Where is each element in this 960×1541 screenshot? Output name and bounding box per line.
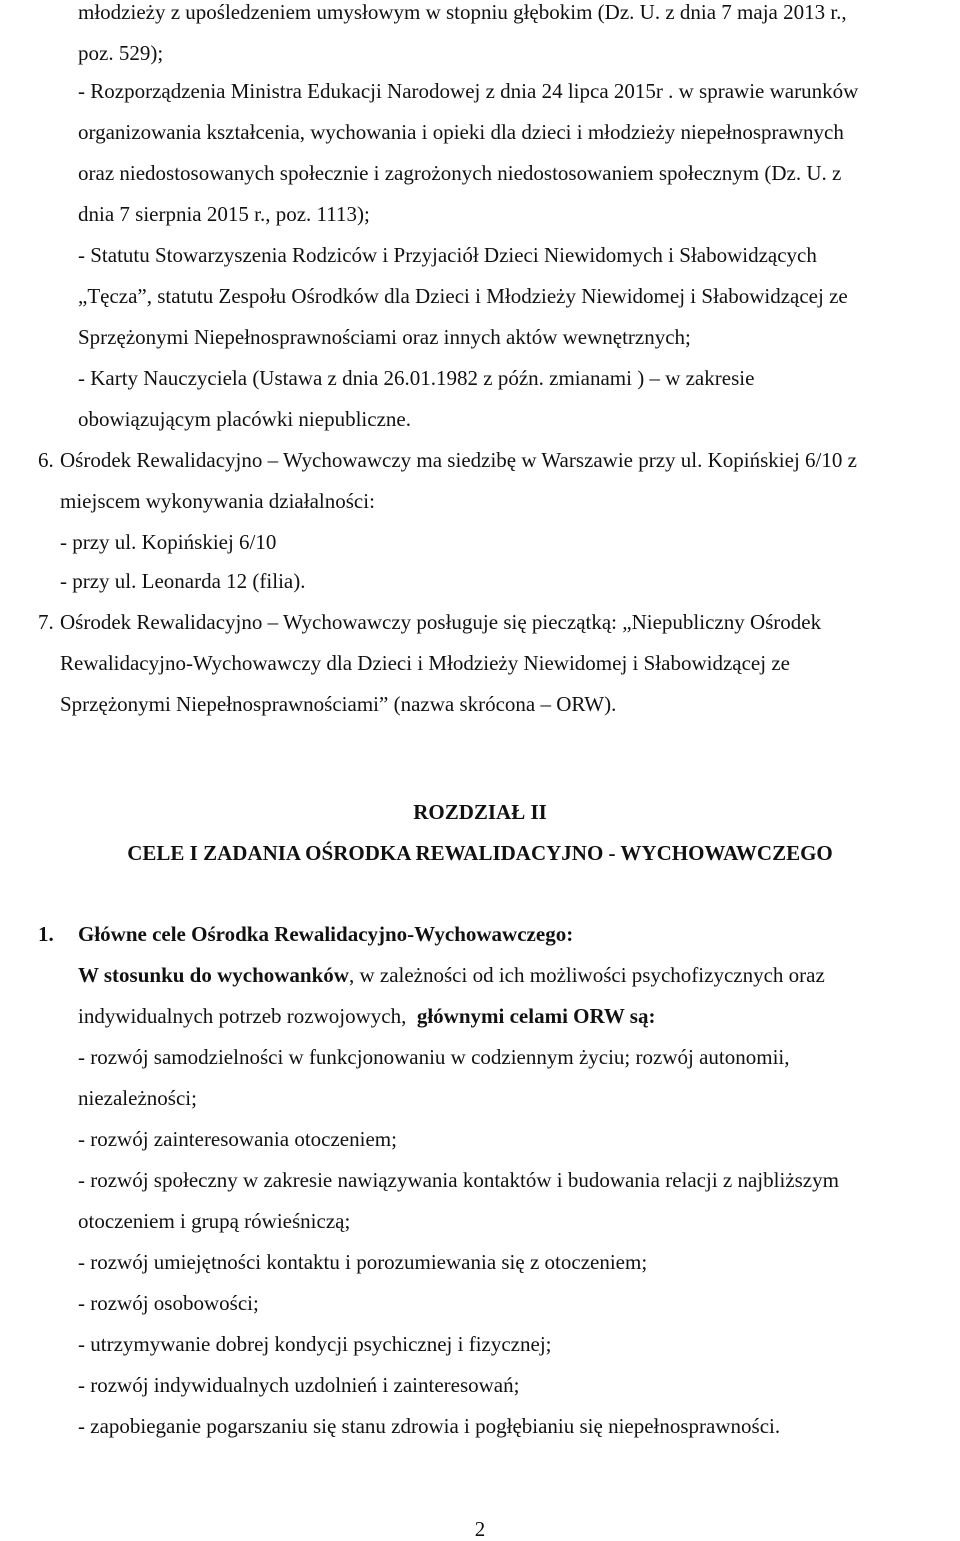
text-line: - Statutu Stowarzyszenia Rodziców i Przyjaciół Dzieci Niewidomych i Słabowidzących bbox=[78, 243, 817, 267]
page-number: 2 bbox=[474, 1517, 486, 1541]
text-line: Rewalidacyjno-Wychowawczy dla Dzieci i Młodzieży Niewidomej i Słabowidzącej ze bbox=[60, 651, 790, 675]
goal-line: - utrzymywanie dobrej kondycji psychicznej i fizycznej; bbox=[78, 1332, 552, 1356]
text-line: dnia 7 sierpnia 2015 r., poz. 1113); bbox=[78, 202, 370, 226]
text-line: - przy ul. Leonarda 12 (filia). bbox=[60, 569, 306, 593]
text-line: Ośrodek Rewalidacyjno – Wychowawczy posługuje się pieczątką: „Niepubliczny Ośrodek bbox=[60, 610, 822, 634]
text-line: - Karty Nauczyciela (Ustawa z dnia 26.01.1982 z późn. zmianami ) – w zakresie bbox=[78, 366, 755, 390]
intro-line2-normal: indywidualnych potrzeb rozwojowych, bbox=[78, 1004, 417, 1028]
goal-line: - rozwój społeczny w zakresie nawiązywania kontaktów i budowania relacji z najbliższym bbox=[78, 1168, 839, 1192]
goal-line: - rozwój indywidualnych uzdolnień i zainteresowań; bbox=[78, 1373, 520, 1397]
chapter-title: ROZDZIAŁ II bbox=[413, 800, 547, 824]
intro-rest: , w zależności od ich możliwości psychofizycznych oraz bbox=[348, 963, 825, 987]
item-number: 6. bbox=[38, 448, 54, 472]
goal-line: - rozwój umiejętności kontaktu i porozumiewania się z otoczeniem; bbox=[78, 1250, 648, 1274]
item-number: 7. bbox=[38, 610, 54, 634]
intro-bold: W stosunku do wychowanków bbox=[78, 963, 349, 987]
goal-line: otoczeniem i grupą rówieśniczą; bbox=[78, 1209, 351, 1233]
text-line: - Rozporządzenia Ministra Edukacji Narodowej z dnia 24 lipca 2015r . w sprawie warunków bbox=[78, 79, 859, 103]
intro-line-2 bbox=[78, 1004, 655, 1028]
intro-line2-bold: głównymi celami ORW są: bbox=[416, 1004, 656, 1028]
section-number: 1. bbox=[38, 922, 54, 946]
text-line: miejscem wykonywania działalności: bbox=[60, 489, 375, 513]
goal-line: - rozwój osobowości; bbox=[78, 1291, 259, 1315]
text-line: Sprzężonymi Niepełnosprawnościami oraz innych aktów wewnętrznych; bbox=[78, 325, 691, 349]
goal-line: - rozwój samodzielności w funkcjonowaniu w codziennym życiu; rozwój autonomii, bbox=[78, 1045, 790, 1069]
text-line: poz. 529); bbox=[78, 41, 164, 65]
text-line: - przy ul. Kopińskiej 6/10 bbox=[60, 530, 277, 554]
text-line: „Tęcza”, statutu Zespołu Ośrodków dla Dzieci i Młodzieży Niewidomej i Słabowidzącej ze bbox=[78, 284, 848, 308]
text-line: oraz niedostosowanych społecznie i zagrożonych niedostosowaniem społecznym (Dz. U. z bbox=[78, 161, 842, 185]
text-line: Sprzężonymi Niepełnosprawnościami” (nazwa skrócona – ORW). bbox=[60, 692, 617, 716]
text-line: młodzieży z upośledzeniem umysłowym w stopniu głębokim (Dz. U. z dnia 7 maja 2013 r., bbox=[78, 0, 847, 24]
chapter-subtitle: CELE I ZADANIA OŚRODKA REWALIDACYJNO - WYCHOWAWCZEGO bbox=[127, 841, 833, 865]
goal-line: niezależności; bbox=[78, 1086, 197, 1110]
intro-line bbox=[78, 963, 825, 987]
goal-line: - zapobieganie pogarszaniu się stanu zdrowia i pogłębianiu się niepełnosprawności. bbox=[78, 1414, 781, 1438]
text-line: Ośrodek Rewalidacyjno – Wychowawczy ma siedzibę w Warszawie przy ul. Kopińskiej 6/10 z bbox=[60, 448, 857, 472]
text-line: obowiązującym placówki niepubliczne. bbox=[78, 407, 411, 431]
text-line: organizowania kształcenia, wychowania i opieki dla dzieci i młodzieży niepełnosprawnych bbox=[78, 120, 844, 144]
goal-line: - rozwój zainteresowania otoczeniem; bbox=[78, 1127, 397, 1151]
section-heading: Główne cele Ośrodka Rewalidacyjno-Wychowawczego: bbox=[78, 922, 574, 946]
